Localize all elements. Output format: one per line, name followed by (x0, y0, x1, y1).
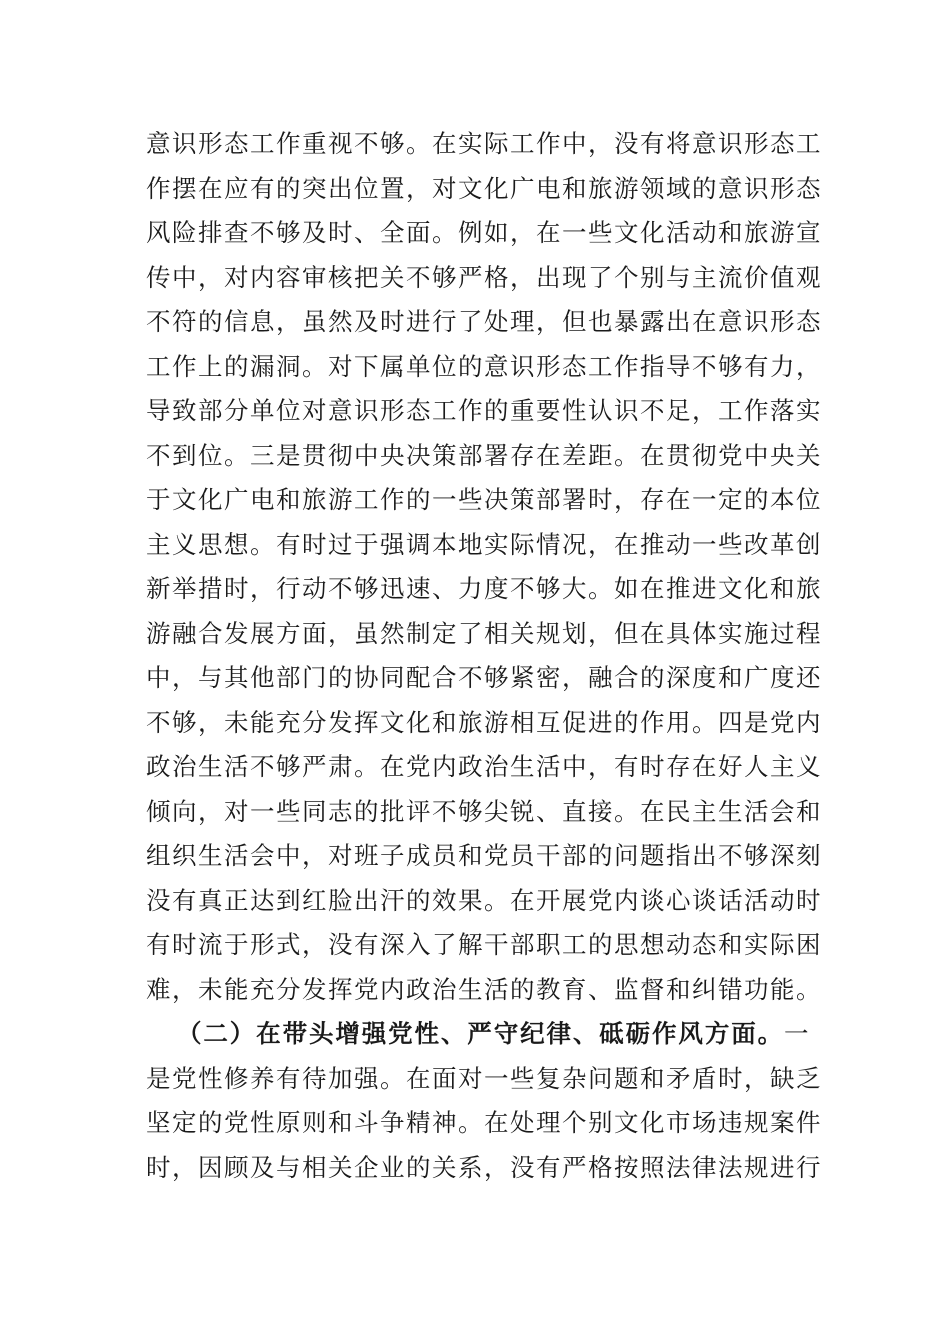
text-line: 于文化广电和旅游工作的一些决策部署时，存在一定的本位 (146, 485, 822, 514)
text-line: 时，因顾及与相关企业的关系，没有严格按照法律法规进行 (146, 1152, 822, 1182)
text-line: 工作上的漏洞。对下属单位的意识形态工作指导不够有力， (146, 351, 822, 381)
text-line: 倾向，对一些同志的批评不够尖锐、直接。在民主生活会和 (146, 796, 822, 826)
text-line: 是党性修养有待加强。在面对一些复杂问题和矛盾时，缺乏 (146, 1063, 822, 1093)
section-heading-tail: 一 (784, 1019, 810, 1048)
text-line: 不到位。三是贯彻中央决策部署存在差距。在贯彻党中央关 (146, 440, 822, 470)
text-line: 没有真正达到红脸出汗的效果。在开展党内谈心谈话活动时 (146, 885, 822, 915)
text-line: 组织生活会中，对班子成员和党员干部的问题指出不够深刻 (146, 841, 822, 870)
text-line: 中，与其他部门的协同配合不够紧密，融合的深度和广度还 (146, 663, 822, 692)
text-line: 不符的信息，虽然及时进行了处理，但也暴露出在意识形态 (146, 307, 822, 336)
text-line: 游融合发展方面，虽然制定了相关规划，但在具体实施过程 (146, 618, 822, 648)
text-line: 不够，未能充分发挥文化和旅游相互促进的作用。四是党内 (146, 707, 822, 737)
text-line: 意识形态工作重视不够。在实际工作中，没有将意识形态工 (146, 129, 822, 158)
body-text (146, 122, 822, 1190)
text-line: 风险排查不够及时、全面。例如，在一些文化活动和旅游宣 (146, 218, 822, 247)
text-line: 坚定的党性原则和斗争精神。在处理个别文化市场违规案件 (146, 1108, 822, 1137)
text-line: 传中，对内容审核把关不够严格，出现了个别与主流价值观 (146, 262, 822, 292)
text-line: 作摆在应有的突出位置，对文化广电和旅游领域的意识形态 (146, 173, 822, 203)
text-line: 导致部分单位对意识形态工作的重要性认识不足，工作落实 (146, 396, 822, 425)
text-line: 政治生活不够严肃。在党内政治生活中，有时存在好人主义 (146, 752, 822, 781)
section-heading: （二）在带头增强党性、严守纪律、砥砺作风方面。 (177, 1019, 784, 1048)
text-line: 有时流于形式，没有深入了解干部职工的思想动态和实际困 (146, 930, 822, 959)
text-line: 主义思想。有时过于强调本地实际情况，在推动一些改革创 (146, 529, 822, 559)
section-heading-line (146, 1012, 810, 1057)
text-line: 新举措时，行动不够迅速、力度不够大。如在推进文化和旅 (146, 574, 822, 603)
paragraph-end-line: 难，未能充分发挥党内政治生活的教育、监督和纠错功能。 (146, 974, 822, 1004)
